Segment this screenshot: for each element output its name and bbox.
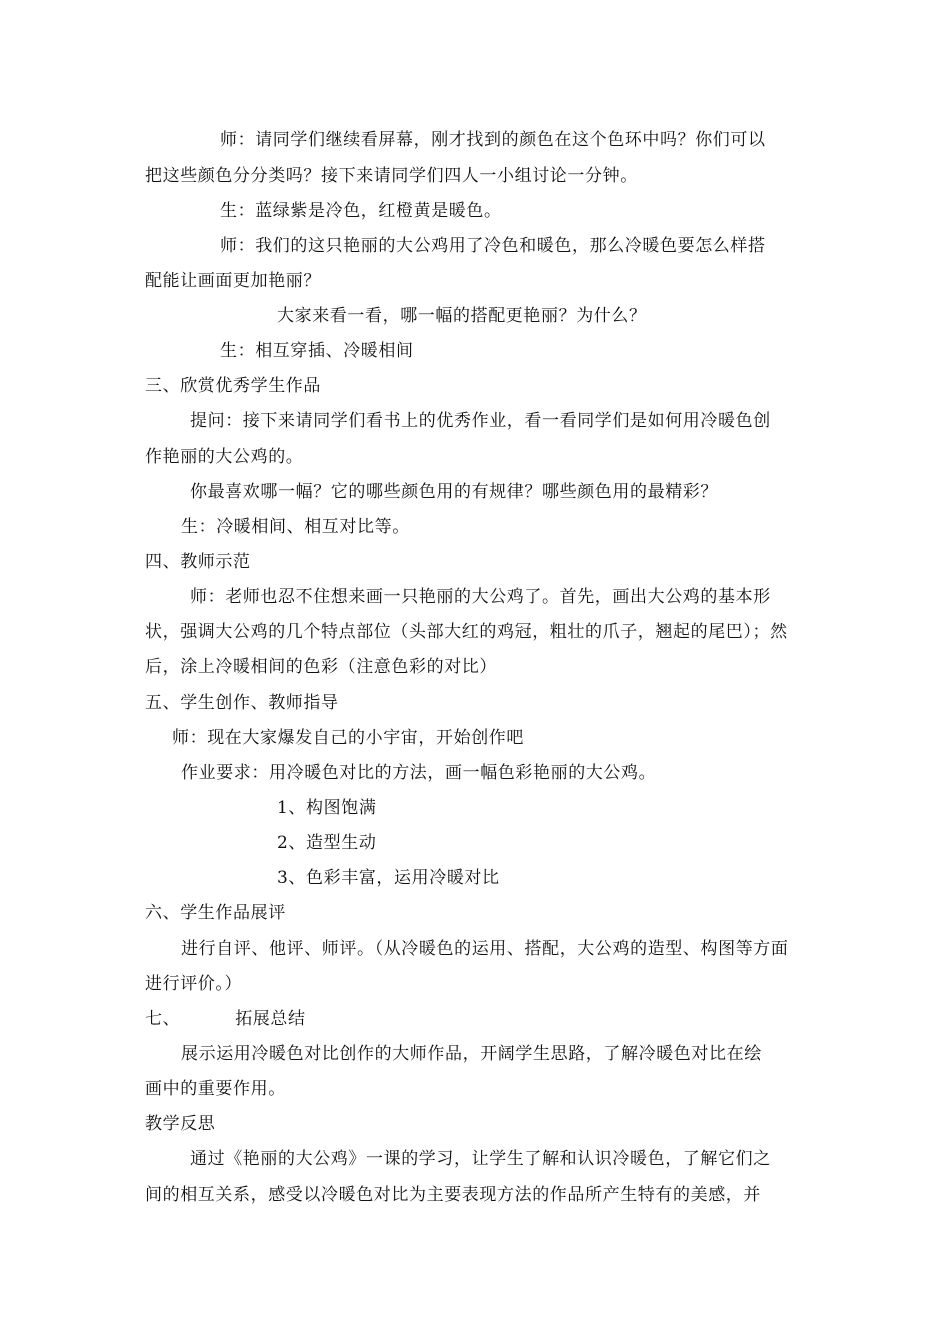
reflection-heading: 教学反思 xyxy=(145,1114,216,1134)
requirement-item: 3、色彩丰富，运用冷暖对比 xyxy=(277,868,500,888)
paragraph-evaluation-cont: 进行评价。） xyxy=(145,974,243,994)
paragraph-assignment: 作业要求：用冷暖色对比的方法，画一幅色彩艳丽的大公鸡。 xyxy=(181,763,657,783)
section-heading-5: 五、学生创作、教师指导 xyxy=(145,693,339,713)
paragraph-demo-cont-2: 后，涂上冷暖相间的色彩（注意色彩的对比） xyxy=(145,657,497,677)
requirement-item: 2、造型生动 xyxy=(277,833,377,853)
paragraph-summary: 展示运用冷暖色对比创作的大师作品，开阔学生思路，了解冷暖色对比在绘 xyxy=(181,1044,762,1064)
paragraph-reflection: 通过《艳丽的大公鸡》一课的学习，让学生了解和认识冷暖色，了解它们之 xyxy=(190,1149,771,1169)
paragraph-demo-cont: 状，强调大公鸡的几个特点部位（头部大红的鸡冠，粗壮的爪子，翘起的尾巴）；然 xyxy=(145,622,788,642)
section-heading-6: 六、学生作品展评 xyxy=(145,903,286,923)
paragraph-teacher-question-cont: 把这些颜色分分类吗？接下来请同学们四人一小组讨论一分钟。 xyxy=(145,166,638,186)
section-heading-7 xyxy=(145,1009,306,1029)
section-heading-7-title: 拓展总结 xyxy=(235,1009,306,1029)
paragraph-reflection-cont: 间的相互关系，感受以冷暖色对比为主要表现方法的作品所产生特有的美感，并 xyxy=(145,1185,761,1205)
paragraph-teacher-prompt-cont: 配能让画面更加艳丽？ xyxy=(145,271,321,291)
paragraph-start-creating: 师：现在大家爆发自己的小宇宙，开始创作吧 xyxy=(172,728,524,748)
section-heading-4: 四、教师示范 xyxy=(145,552,251,572)
paragraph-teacher-prompt: 师：我们的这只艳丽的大公鸡用了冷色和暖色，那么冷暖色要怎么样搭 xyxy=(220,236,766,256)
paragraph-demo: 师：老师也忍不住想来画一只艳丽的大公鸡了。首先，画出大公鸡的基本形 xyxy=(190,587,771,607)
paragraph-teacher-question: 师：请同学们继续看屏幕，刚才找到的颜色在这个色环中吗？你们可以 xyxy=(220,130,766,150)
paragraph-student-answer-3: 生：冷暖相间、相互对比等。 xyxy=(181,517,410,537)
paragraph-question-cont: 作艳丽的大公鸡的。 xyxy=(145,447,304,467)
paragraph-favorite-question: 你最喜欢哪一幅？它的哪些颜色用的有规律？哪些颜色用的最精彩？ xyxy=(190,482,718,502)
paragraph-question: 提问：接下来请同学们看书上的优秀作业，看一看同学们是如何用冷暖色创 xyxy=(190,411,771,431)
section-heading-3: 三、欣赏优秀学生作品 xyxy=(145,376,321,396)
section-heading-7-number: 七、 xyxy=(145,1009,181,1029)
paragraph-evaluation: 进行自评、他评、师评。（从冷暖色的运用、搭配，大公鸡的造型、构图等方面 xyxy=(181,939,789,959)
paragraph-student-answer: 生：蓝绿紫是冷色，红橙黄是暖色。 xyxy=(220,201,502,221)
paragraph-student-answer-2: 生：相互穿插、冷暖相间 xyxy=(220,341,414,361)
requirement-item: 1、构图饱满 xyxy=(277,798,377,818)
paragraph-summary-cont: 画中的重要作用。 xyxy=(145,1079,286,1099)
paragraph-compare-question: 大家来看一看，哪一幅的搭配更艳丽？为什么？ xyxy=(277,306,647,326)
